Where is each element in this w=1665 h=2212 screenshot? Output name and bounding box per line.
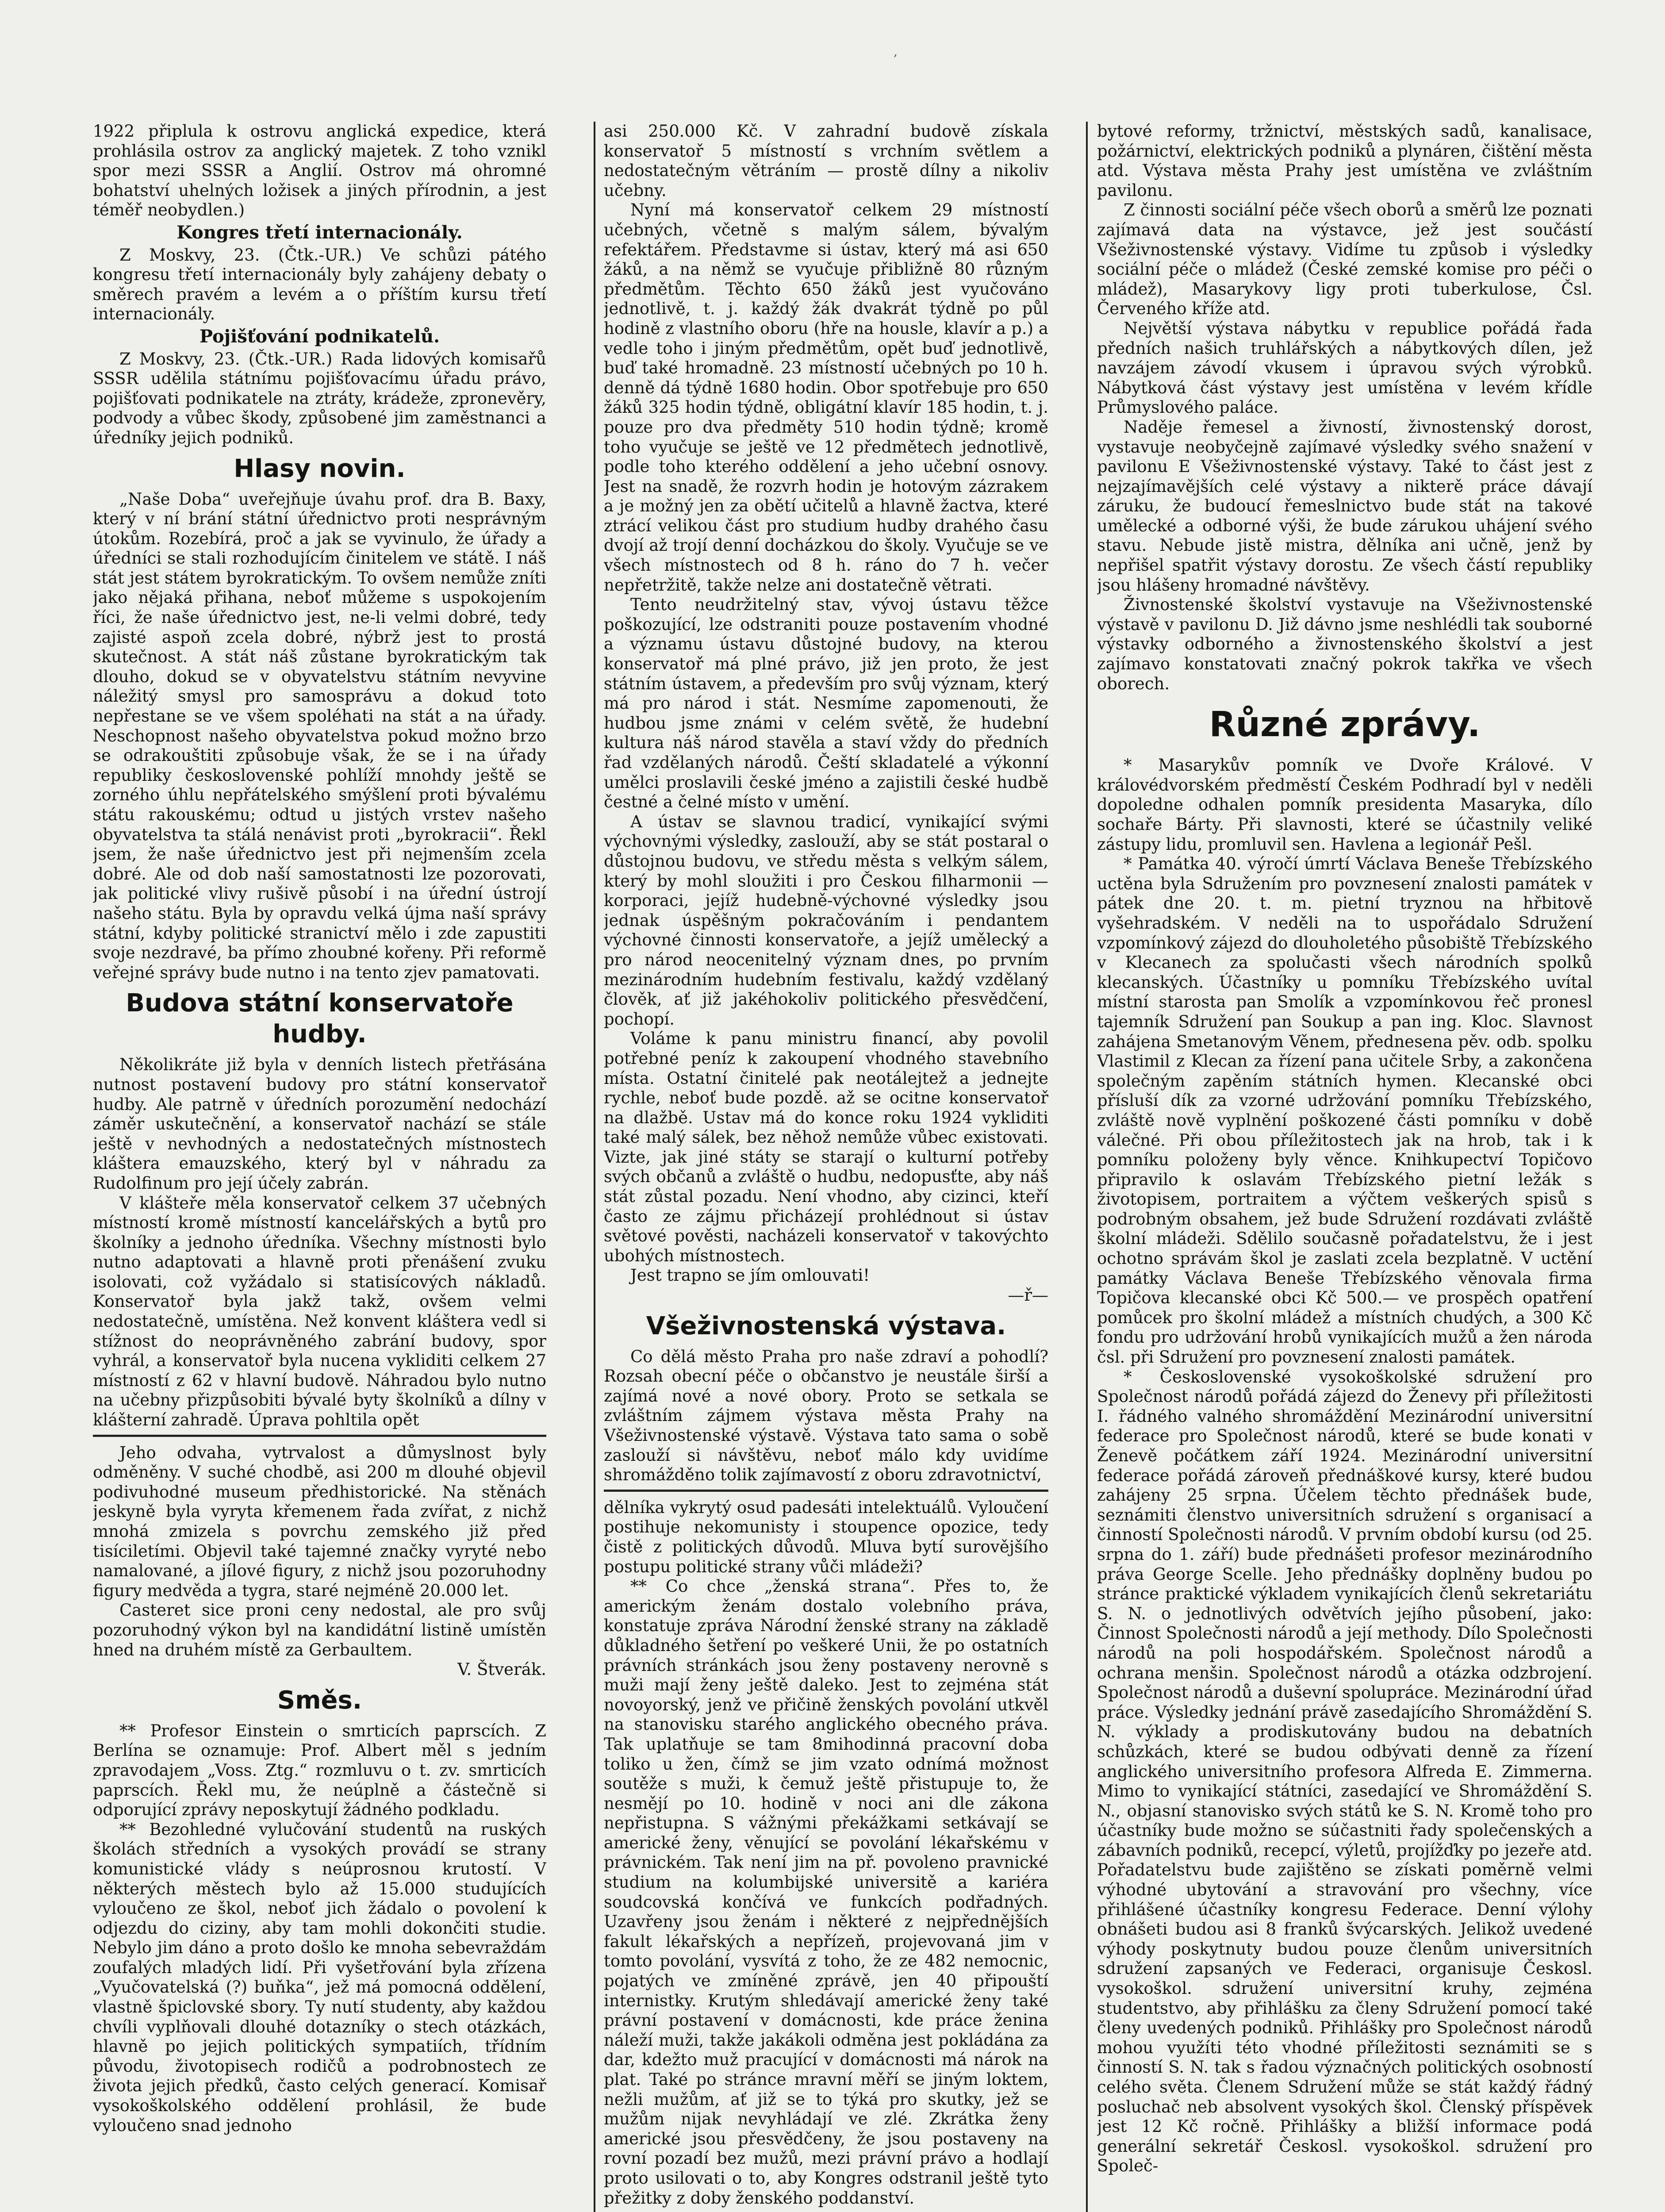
article-paragraph: Největší výstava nábytku v republice pořádá řada předních našich truhlářských a nábytkových dílen, jež navzájem závodí vkusem i úpravou svých výrobků. Nábytková část výstavy jest umístěna v levém křídle Průmyslového paláce. bbox=[1097, 319, 1592, 417]
article-paragraph: Z Moskvy, 23. (Čtk.-UR.) Rada lidových komisařů SSSR udělila státnímu pojišťovacímu úřadu právo, pojišťovati podnikatele na ztráty, krádeže, zpronevěry, podvody a vůbec škody, způsobené jim zaměstnanci a úředníky jejich podniků. bbox=[93, 349, 546, 447]
column-rule-2 bbox=[1086, 122, 1088, 2212]
article-paragraph: V klášteře měla konservatoř celkem 37 učebných místností kromě místností kancelářských a bytů pro školníky a jednoho úředníka. Všechny místnosti bylo nutno adaptovati a hlavně proti přenášení zvuku isolovati, což vyžádalo si statisícových nákladů. Konservatoř byla jakž takž, ovšem velmi nedostatečně, umístěna. Než konvent kláštera vedl si stížnost do neoprávněného zabrání budovy, spor vyhrál, a konservatoř byla nucena vykliditi celkem 27 místností z 62 v hlavní budově. Náhradou bylo nutno na učebny přizpůsobiti bývalé byty školníků a dílny v klášterní zahradě. Úprava pohltila opět bbox=[93, 1193, 546, 1430]
column-rule-1 bbox=[594, 122, 595, 2212]
article-paragraph: * Československé vysokoškolské sdružení pro Společnost národů pořádá zájezd do Ženevy při příležitosti I. řádného valného shromáždění Mezinárodní universitní federace pro Společnost národů, které se bude konati v Ženevě počátkem září 1924. Mezinárodní universitní federace pořádá zároveň přednáškové kursy, které budou zahájeny 25 srpna. Účelem těchto přednášek bude, seznámiti členstvo universitních sdružení s organisací a činností Společnosti národů. V prvním období kursu (od 25. srpna do 1. září) bude přednášeti profesor mezinárodního práva George Scelle. Jeho přednášky doplněny budou po stránce praktické výkladem vynikajících členů sekretariátu S. N. o jednotlivých odvětvích jejího působení, jako: Činnost Společnosti národů a její methody. Dílo Společnosti národů na poli hospodářském. Společnost národů a ochrana menšin. Společnost národů a otázka odzbrojení. Společnost národů a duševní spolupráce. Mezinárodní úřad práce. Výsledky jednání právě zasedajícího Shromáždění S. N. výklady a prodiskutovány budou na debatních schůzkách, které se budou odbývati denně za řízení anglického universitního profesora Alfreda E. Zimmerna. Mimo to vynikající státníci, zasedající ve Shromáždění S. N., objasní stanovisko svých států ke S. N. Kromě toho pro účastníky bude možno se súčastniti řady společenských a zábavních podniků, recepcí, výletů, projížďky po jezeře atd. Pořadatelstvu bude zajištěno se získati poměrně velmi výhodné ubytování a stravování pro všechny, více přihlášené účastníky kongresu Federace. Denní výlohy obnášeti budou asi 8 franků švýcarských. Jelikož uvedené výhody poskytnuty budou pouze členům universitních sdružení zapsaných ve Federaci, organisuje Českosl. vysokoškol. sdružení universitní kruhy, zejména studentstvo, aby přihlášku za členy Sdružení pomocí také členy uvedených podniků. Přihlášky pro Společnost národů mohou využíti této vhodné příležitosti seznámiti se s činností S. N. tak s řadou význačných politických osobností celého světa. Členem Sdružení může se stát každý řádný posluchač neb absolvent vysokých škol. Členský příspěvek jest 12 Kč ročně. Přihlášky a bližší informace podá generální sekretář Českosl. vysokoškol. sdružení pro Společ- bbox=[1097, 1367, 1592, 2176]
article-paragraph: ** Bezohledné vylučování studentů na ruských školách středních a vysokých provádí se strany komunistické vlády s neúprosnou krutostí. V některých městech bylo až 15.000 studujících vyloučeno ze škol, neboť jich žádalo o povolení k odjezdu do ciziny, aby tam mohli dokončiti studie. Nebylo jim dáno a proto došlo ke mnoha sebevraždám zoufalých mladých lidí. Při vyšetřování byla zřízena „Vyučovatelská (?) buňka“, jež má pomocná oddělení, vlastně špiclovské sbory. Ty nutí studenty, aby každou chvíli vyplňovali dlouhé dotazníky o stech otázkách, hlavně po jejich politických sympatiích, třídním původu, životopisech rodičů a podrobnostech ze života jejich předků, často celých generací. Komisař vysokoškolského oddělení prohlásil, že bude vyloučeno snad jednoho bbox=[93, 1820, 546, 2135]
section-divider bbox=[604, 1490, 1048, 1492]
article-signature: —ř— bbox=[1008, 1286, 1048, 1305]
column-1 bbox=[93, 122, 546, 2212]
article-paragraph: Několikráte již byla v denních listech přetřásána nutnost postavení budovy pro státní konservatoř hudby. Ale patrně v úředních porozumění nedochází záměr uskutečnění, a konservatoř nachází se stále ještě v nevhodných a nedostatečných místnostech kláštera emauzského, který byl v náhradu za Rudolfinum pro její účely zabrán. bbox=[93, 1055, 546, 1193]
section-heading-ruzne-zpravy: Různé zprávy. bbox=[1209, 705, 1481, 745]
article-paragraph: Voláme k panu ministru financí, aby povolil potřebné peníz k zakoupení vhodného stavebního místa. Ostatní činitelé pak neotálejtež a jednejte rychle, neboť bude pozdě. až se ocitne konservatoř na dlažbě. Ustav má do konce roku 1924 vykliditi také malý sálek, bez něhož nemůže vůbec existovati. Vizte, jak jiné státy se starají o kulturní potřeby svých občanů a zvláště o hudbu, nedopusťte, aby náš stát zůstal pozadu. Není vhodno, aby cizinci, kteří často ze zájmu přicházejí prohlédnout si ústav světové pověsti, nacházeli konservatoř v takovýchto ubohých místnostech. bbox=[604, 1029, 1048, 1265]
top-mark: , bbox=[894, 44, 898, 59]
article-paragraph: Z Moskvy, 23. (Čtk.-UR.) Ve schůzi pátého kongresu třetí internacionály byly zahájeny debaty o směrech pravém a levém a o příštím kursu třetí internacionály. bbox=[93, 245, 546, 324]
section-divider bbox=[93, 1435, 546, 1437]
article-paragraph: * Masarykův pomník ve Dvoře Králové. V královédvorském předměstí Českém Podhradí byl v neděli dopoledne odhalen pomník presidenta Masaryka, dílo sochaře Bárty. Při slavnosti, které se účastnily veliké zástupy lidu, promluvil sen. Havlena a legionář Pešl. bbox=[1097, 756, 1592, 854]
section-heading-smes: Směs. bbox=[277, 1686, 362, 1715]
article-paragraph: Z činnosti sociální péče všech oborů a směrů lze poznati zajímavá data na výstavce, jež jest součástí Všeživnostenské výstavy. Vidíme tu způsob i výsledky sociální péče o mládež (České zemské komise pro péči o mládež), Masarykovy ligy proti tuberkulose, Čsl. Červeného kříže atd. bbox=[1097, 200, 1592, 319]
article-paragraph: A ústav se slavnou tradicí, vynikající svými výchovnými výsledky, zaslouží, aby se stát postaral o důstojnou budovu, ve středu města s velkým sálem, který by mohl sloužiti i pro Českou filharmonii — korporaci, jejíž hudebně-výchovné výsledky jsou jednak úspěšným pokračováním i pendantem výchovné činnosti konservatoře, a jejíž umělecký a pro národ neocenitelný význam dnes, po prvním mezinárodním hudebním festivalu, každý vzdělaný člověk, ať již jakéhokoliv politického přesvědčení, pochopí. bbox=[604, 812, 1048, 1029]
article-paragraph: ** Profesor Einstein o smrticích paprscích. Z Berlína se oznamuje: Prof. Albert měl s jedním zpravodajem „Voss. Ztg.“ rozmluvu o t. zv. smrticích paprscích. Řekl mu, že neúplně a částečně si odporující zprávy neposkytují žádného podkladu. bbox=[93, 1721, 546, 1820]
article-signature: V. Štverák. bbox=[457, 1660, 546, 1679]
article-paragraph: 1922 připlula k ostrovu anglická expedice, která prohlásila ostrov za anglický majetek. Z toho vznikl spor mezi SSSR a Anglií. Ostrov má ohromné bohatství uhelných ložisek a jiných přírodnin, a jest téměř neobydlen.) bbox=[93, 122, 546, 220]
article-heading-pojistovani: Pojišťování podnikatelů. bbox=[199, 326, 440, 347]
article-paragraph: bytové reformy, tržnictví, městských sadů, kanalisace, požárnictví, elektrických podniků a plynáren, čištění města atd. Výstava města Prahy jest umístěna ve zvláštním pavilonu. bbox=[1097, 122, 1592, 200]
column-3 bbox=[1097, 122, 1592, 2212]
article-paragraph: „Naše Doba“ uveřejňuje úvahu prof. dra B. Baxy, který v ní brání státní úřednictvo proti nesprávným útokům. Rozebírá, proč a jak se vyvinulo, že úřady a úředníci se stali rozhodujícím činitelem ve státě. I náš stát jest státem byrokratickým. To ovšem nemůže zníti jako nějaká přihana, neboť můžeme s uspokojením říci, že naše úřednictvo jest, ne-li velmi dobré, tedy zajisté aspoň zcela dobré, nýbrž jest to prostá skutečnost. A stát náš zůstane byrokratickým tak dlouho, dokud se v obyvatelstvu státním nevyvine náležitý smysl pro samosprávu a dokud toto nepřestane se ve všem spoléhati na stát a na úřady. Neschopnost našeho obyvatelstva pokud možno brzo se odrakouštiti způsobuje však, že se i na úřady republiky československé pohlíží mnohdy ještě se zorného úhlu nepřátelského smýšlení proti bývalému státu rakouskému; odtud u jistých vrstev našeho obyvatelstva ta stálá nenávist proti „byrokracii“. Řekl jsem, že naše úřednictvo jest při nejmenším zcela dobré. Ale od dob naší samostatnosti lze pozorovati, jak politické vlivy rušivě působí i na úřední ústrojí našeho státu. Byla by opravdu velká újma naší správy státní, kdyby politické stranictví mělo i zde zapustiti svoje nezdravé, ba přímo zhoubné kořeny. Při reformě veřejné správy bude nutno i na tento zjev pamatovati. bbox=[93, 489, 546, 982]
article-paragraph: Casteret sice proni ceny nedostal, ale pro svůj pozoruhodný výkon byl na kandidátní listině umístěn hned na druhém místě za Gerbaultem. bbox=[93, 1601, 546, 1659]
column-2 bbox=[604, 122, 1048, 2212]
article-paragraph: Nyní má konservatoř celkem 29 místností učebných, včetně s malým sálem, bývalým refektářem. Představme si ústav, který má asi 650 žáků, a na němž se vyučuje přibližně 80 různým předmětům. Těchto 650 žáků jest vyučováno jednotlivě, t. j. každý žák dvakrát týdně po půl hodině z vlastního oboru (hře na housle, klavír a p.) a vedle toho i jiným předmětům, opět buď jednotlivě, buď také hromadně. 23 místností učebných po 10 h. denně dá týdně 1680 hodin. Obor spotřebuje pro 650 žáků 325 hodin týdně, obligátní klavír 185 hodin, t. j. pouze pro dva předměty 510 hodin týdně; kromě toho vyučuje se ještě ve 12 předmětech jednotlivě, podle toho kterého oddělení a jeho učební osnovy. Jest na snadě, že rozvrh hodin je hotovým zázrakem a je možný jen za obětí učitelů a hlavně žactva, které ztrácí velikou část pro studium hudby drahého času dvojí až trojí denní docházkou do školy. Vyučuje se ve všech místnostech od 8 h. ráno do 7 h. večer nepřetržitě, takže nelze ani dostatečně větrati. bbox=[604, 200, 1048, 595]
article-heading-vystava: Všeživnostenská výstava. bbox=[646, 1311, 1006, 1340]
article-heading-kongres: Kongres třetí internacionály. bbox=[176, 222, 463, 243]
article-paragraph: Naděje řemesel a živností, živnostenský dorost, vystavuje neobyčejně zajímavé výsledky svého snažení v pavilonu E Všeživnostenské výstavy. Také to část jest z nejzajímavějších celé výstavy a nikterě práce dávají záruku, že budoucí řemeslnictvo bude stát na takové umělecké a odborné výši, že bude zárukou uhájení svého stavu. Nebude jistě mistra, dělníka ani učně, jenž by nepřišel spatřit výstavy dorostu. Ze všech částí republiky jsou hlášeny hromadné návštěvy. bbox=[1097, 417, 1592, 595]
article-paragraph: Živnostenské školství vystavuje na Všeživnostenské výstavě v pavilonu D. Již dávno jsme neshlédli tak souborné výstavky odborného a živnostenského školství a jest zajímavo konstatovati značný pokrok takřka ve všech oborech. bbox=[1097, 595, 1592, 693]
article-paragraph: ** Co chce „ženská strana“. Přes to, že americkým ženám dostalo volebního práva, konstatuje zpráva Národní ženské strany na základě důkladného šetření po veškeré Unii, že po ostatních právních stránkách jsou ženy postaveny nerovně s muži mají ženy ještě daleko. Jest to zejména stát novoyorský, jenž ve přičině ženských povolání utkvěl na stanovisku starého anglického obecného práva. Tak uplatňuje se tam 8mihodinná pracovní doba toliko u žen, čímž se jim vzato odnímá možnost soutěže s muži, k čemuž ještě přistupuje to, že nesmějí po 10. hodině v noci ani dle zákona nepřistupna. S vážnými překážkami setkávají se americké ženy, věnující se povolání lékařskému v právnickém. Tak není jim na př. povoleno pravnické studium na kolumbijské universitě a kariéra soudcovská končívá ve funkcích podřadných. Uzavřeny jsou ženám i některé z nejpřednějších fakult lékařských a nepřízeň, projevovaná jim v tomto povolání, vysvítá z toho, že ze 482 nemocnic, pojatých ve zmíněné zprávě, jen 40 připouští internistky. Krutým shledávají americké ženy také právní postavení v domácnosti, kde práce ženina náleží muži, takže jakákoli odměna jest pokládána za dar, kdežto muž pracující v domácnosti má nárok na plat. Také po stránce mravní měří se jiným loktem, nežli mužům, ať již se to týká pro skutky, jež se mužům nijak nevyhládají ve zlé. Zkrátka ženy americké jsou přesvědčeny, že jsou postaveny na rovní pozadí bez mužů, mezi právní právo a hodlají proto usilovati o to, aby Kongres odstranil ještě tyto přežitky z doby ženského poddanství. bbox=[604, 1577, 1048, 2208]
article-paragraph: Jest trapno se jím omlouvati! bbox=[630, 1266, 870, 1285]
article-heading-budova: Budova státní konservatoře hudby. bbox=[126, 989, 514, 1049]
article-paragraph: asi 250.000 Kč. V zahradní budově získala konservatoř 5 místností s vrchním světlem a nedostatečným větráním — prostě dílny a nikoliv učebny. bbox=[604, 122, 1048, 200]
article-paragraph: Tento neudržitelný stav, vývoj ústavu těžce poškozující, lze odstraniti pouze postavením vhodné a významu ústavu důstojné budovy, na kterou konservatoř má plné právo, již jen proto, že jest státním ústavem, a především pro svůj význam, který má pro národ i stát. Nesmíme zapomenouti, že hudbou jsme známi v celém světě, že hudební kultura náš národ stavěla a staví vždy do předních řad vzdělaných národů. Čeští skladatelé a výkonní umělci proslavili české jméno a zajistili české hudbě čestné a čelné místo v umění. bbox=[604, 595, 1048, 812]
article-paragraph: Jeho odvaha, vytrvalost a důmyslnost byly odměněny. V suché chodbě, asi 200 m dlouhé objevil podivuhodné museum předhistorické. Na stěnách jeskyně byla vyryta křemenem řada zvířat, z nichž mnohá zmizela s povrchu zemského již před tisíciletími. Objevil také tajemné značky vyryté nebo namalované, a jílové figury, z nichž jsou pozoruhodny figury medvěda a tygra, staré nejméně 20.000 let. bbox=[93, 1443, 546, 1600]
article-paragraph: Co dělá město Praha pro naše zdraví a pohodlí? Rozsah obecní péče o občanstvo je neustále širší a zajímá nové a nové obory. Proto se setkala se zvláštním zájmem výstava města Prahy na Všeživnostenské výstavě. Výstava tato sama o sobě zaslouží si návštěvu, neboť málo kdy uvidíme shromážděno tolik zajímavostí z oboru zdravotnictví, bbox=[604, 1347, 1048, 1485]
article-paragraph: dělníka vykrytý osud padesáti intelektuálů. Vyloučení postihuje nekomunisty i stoupence opozice, tedy čistě z politických důvodů. Mluva bytí surovějšího postupu politické strany vůči mládeži? bbox=[604, 1498, 1048, 1576]
section-heading-hlasy-novin: Hlasy novin. bbox=[234, 454, 406, 483]
article-paragraph: * Památka 40. výročí úmrtí Václava Beneše Třebízského uctěna byla Sdružením pro povznesení znalosti památek v pátek dne 20. t. m. pietní tryznou na hřbitově vyšehradském. V neděli na to uspořádalo Sdružení vzpomínkový zájezd do dlouholetého působiště Třebízského v Klecanech za spolučasti všech národních spolků klecanských. Účastníky u pomníku Třebízského uvítal místní starosta pan Smolík a vzpomínkovou řeč pronesl tajemník Sdružení pan Soukup a pan ing. Kloc. Slavnost zahájena Smetanovým Věnem, přednesena pěv. odb. spolku Vlastimil z Klecan za řízení pana učitele Srby, a zakončena společným zapěním státních hymen. Klecanské obci přísluší dík za vzorné udržování pomníku Třebízského, zvláště nově vyplnění poškozené části pomníku v době válečné. Při obou příležitostech jak na hrob, tak i k pomníku položeny byly věnce. Knihkupectví Topičovo připravilo k oslavám Třebízského pietní ležák s životopisem, portraitem a výčtem veškerých spisů s podrobným obsahem, jež bude Sdružení rozdávati zvláště školní mládeži. Sdělilo současně pořadatelstvu, že i jest ochotno správám škol je zaslati zcela bezplatně. V uctění památky Václava Beneše Třebízského věnovala firma Topičova klecanské obci Kč 500.— ve prospěch opatření pomůcek pro školní mládež a místních chudých, a 300 Kč fondu pro udržování hrobů vynikajících mužů a žen národa čsl. při Sdružení pro povznesení znalosti památek. bbox=[1097, 854, 1592, 1367]
